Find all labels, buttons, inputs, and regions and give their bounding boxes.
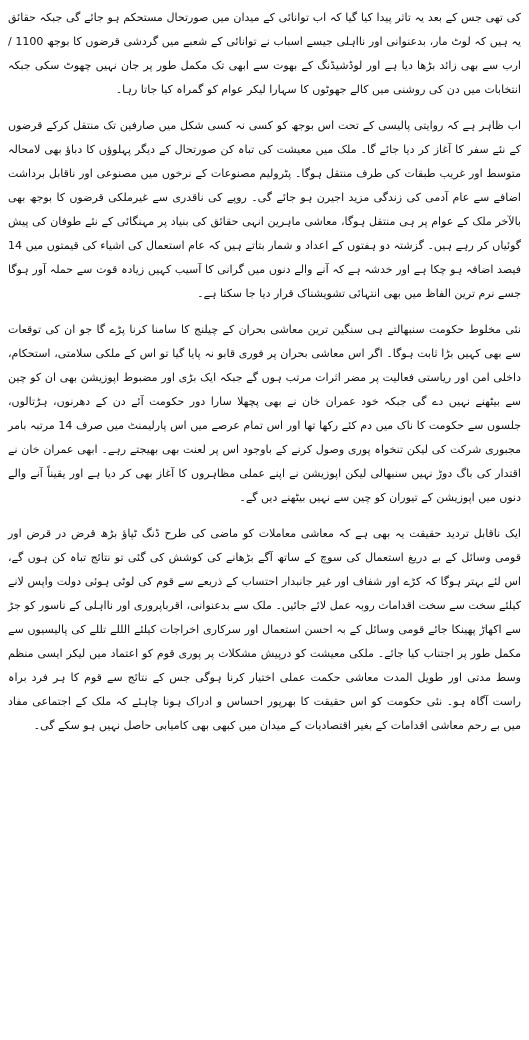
- article-paragraph-4: ایک ناقابل تردید حقیقت یہ بھی ہے کہ معاشی معاملات کو ماضی کی طرح ڈنگ ٹپاؤ بڑھ قرض در قرض اور قومی وسائل کے بے دریغ استعمال کی سوچ کے ساتھ آگے بڑھانے کی کوشش کی گئی تو نتائج تباہ کن ہوں گے، اس لئے بہتر ہوگا کہ کڑے اور شفاف اور غیر جانبدار احتساب کے ذریعے سے قوم کی لوٹی ہوئی دولت واپس لانے کیلئے سخت سے سخت اقدامات روبہ عمل لائے جائیں۔ ملک سے بدعنوانی، اقرباپروری اور نااہلی کے ناسور کو جڑ سے اکھاڑ پھینکا جائے قومی وسائل کے بہ احسن استعمال اور سرکاری اخراجات کیلئے الللے تللے کی پالیسیوں سے مکمل طور پر اجتناب کیا جائے۔ ملکی معیشت کو درپیش مشکلات پر پوری قوم کو اعتماد میں لیکر ایسی منظم وسط مدتی اور طویل المدت معاشی حکمت عملی اختیار کرنا ہوگی جس کے نتائج سے قوم کا ہر فرد براہ راست آگاہ ہو۔ نئی حکومت کو اس حقیقت کا بھرپور احساس و ادراک ہونا چاہئے کہ ملک کے اجتماعی مفاد میں بے رحم معاشی اقدامات کے بغیر اقتصادیات کے میدان میں کبھی بھی کامیابی حاصل نہیں ہو سکے گی۔: [8, 527, 521, 732]
- article-paragraph-3: نئی مخلوط حکومت سنبھالتے ہی سنگین ترین معاشی بحران کے چیلنج کا سامنا کرنا پڑے گا جو ان کی توقعات سے بھی کہیں بڑا ثابت ہوگا۔ اگر اس معاشی بحران پر فوری قابو نہ پایا گیا تو اس کے ملکی سلامتی، استحکام، داخلی امن اور ریاستی فعالیت پر مضر اثرات مرتب ہوں گے جبکہ ایک بڑی اور مضبوط اپوزیشن بھی ان کو چین سے بیٹھنے نہیں دے گی جبکہ خود عمران خان نے بھی پچھلا سارا دور حکومت آئے دن کے دھرنوں، ہڑتالوں، جلسوں سے حکومت کا ناک میں دم کئے رکھا تھا اور اس تمام عرصے میں اس پارلیمنٹ میں صرف 14 مرتبہ بامر مجبوری شرکت کی لیکن تنخواہ پوری وصول کرنے کے باوجود اس پر لعنت بھی بھیجتے رہے۔ ابھی عمران خان نے اقتدار کی باگ دوڑ نہیں سنبھالی لیکن اپوزیشن نے اپنے عملی مظاہروں کا آغاز بھی کر دیا ہے اور یقیناً آنے والے دنوں میں اپوزیشن کے تیوران کو چین سے نہیں بیٹھنے دیں گے۔: [8, 323, 522, 504]
- article-paragraph-1: کی تھی جس کے بعد یہ تاثر پیدا کیا گیا کہ اب توانائی کے میدان میں صورتحال مستحکم ہو جائے گی جبکہ حقائق یہ ہیں کہ لوٹ مار، بدعنوانی اور نااہلی جیسے اسباب نے توانائی کے شعبے میں گردشی قرضوں کا بوجھ 1100 / ارب سے بھی زائد بڑھا دیا ہے اور لوڈشیڈنگ کے بھوت سے ابھی تک مکمل طور پر جان نہیں چھوٹ سکی جبکہ انتخابات میں دن کی روشنی میں کالے جھوٹوں کا سہارا لیکر عوام کو گمراہ کیا جاتا رہا۔: [8, 11, 522, 96]
- article-paragraph-2: اب ظاہر ہے کہ روایتی پالیسی کے تحت اس بوجھ کو کسی نہ کسی شکل میں صارفین تک منتقل کرکے قرضوں کے نئے سفر کا آغاز کر دیا جائے گا۔ ملک میں معیشت کی تباہ کن صورتحال کے دیگر پہلوؤں کا دباؤ بھی لامحالہ متوسط اور غریب طبقات کی طرف منتقل ہوگا۔ پٹرولیم مصنوعات کے نرخوں میں مصنوعی اور ناقابل برداشت اضافے سے عام آدمی کی زندگی مزید اجیرن ہو جائے گی۔ روپے کی ناقدری سے غیرملکی قرضوں کا بوجھ بھی بالآخر ملک کے عوام پر ہی منتقل ہوگا، معاشی ماہرین انہی حقائق کی بنیاد پر مہنگائی کے نئے طوفان کی پیش گوئیاں کر رہے ہیں۔ گزشتہ دو ہفتوں کے اعداد و شمار بتاتے ہیں کہ عام استعمال کی اشیاء کی قیمتوں میں 14 فیصد اضافہ ہو چکا ہے اور خدشہ ہے کہ آنے والے دنوں میں گرانی کا آسیب کہیں زیادہ قوت سے حملہ آور ہوگا جسے نرم ترین الفاظ میں بھی انتہائی تشویشناک قرار دیا جا سکتا ہے۔: [8, 119, 521, 300]
